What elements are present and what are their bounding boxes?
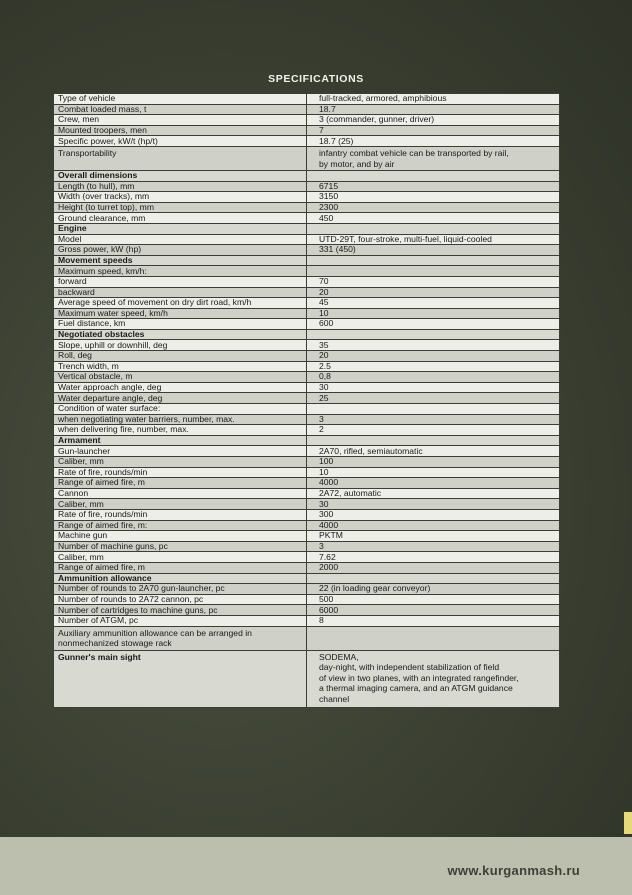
parameter-name: Range of aimed fire, m bbox=[54, 562, 307, 573]
parameter-value: 4000 bbox=[307, 478, 560, 489]
spec-row bbox=[54, 425, 560, 436]
spec-row bbox=[54, 213, 560, 224]
section-header-row bbox=[54, 435, 560, 446]
spec-row bbox=[54, 594, 560, 605]
parameter-value: 300 bbox=[307, 509, 560, 520]
spec-row bbox=[54, 361, 560, 372]
section-header-row bbox=[54, 170, 560, 181]
parameter-name: Trench width, m bbox=[54, 361, 307, 372]
spec-row bbox=[54, 181, 560, 192]
spec-row bbox=[54, 298, 560, 309]
parameter-value: 0,8 bbox=[307, 372, 560, 383]
parameter-value: 35 bbox=[307, 340, 560, 351]
parameter-value: 20 bbox=[307, 287, 560, 298]
parameter-name: Crew, men bbox=[54, 115, 307, 126]
spec-row bbox=[54, 488, 560, 499]
parameter-name: Average speed of movement on dry dirt road, km/h bbox=[54, 298, 307, 309]
spec-row bbox=[54, 351, 560, 362]
parameter-name: Auxiliary ammunition allowance can be arranged in nonmechanized stowage rack bbox=[54, 626, 307, 650]
spec-row bbox=[54, 531, 560, 542]
spec-row bbox=[54, 202, 560, 213]
parameter-value: 600 bbox=[307, 319, 560, 330]
parameter-name: Type of vehicle bbox=[54, 94, 307, 105]
parameter-name: Range of aimed fire, m: bbox=[54, 520, 307, 531]
parameter-name: when negotiating water barriers, number, max. bbox=[54, 414, 307, 425]
parameter-value: 6715 bbox=[307, 181, 560, 192]
parameter-name: Cannon bbox=[54, 488, 307, 499]
spec-row bbox=[54, 478, 560, 489]
parameter-value: 500 bbox=[307, 594, 560, 605]
parameter-name: Specific power, kW/t (hp/t) bbox=[54, 136, 307, 147]
spec-row bbox=[54, 467, 560, 478]
parameter-value: 70 bbox=[307, 276, 560, 287]
parameter-value bbox=[307, 329, 560, 340]
section-title: Movement speeds bbox=[54, 255, 307, 266]
section-title: Ammunition allowance bbox=[54, 573, 307, 584]
parameter-value: 3 bbox=[307, 541, 560, 552]
parameter-name: Length (to hull), mm bbox=[54, 181, 307, 192]
section-title: Overall dimensions bbox=[54, 170, 307, 181]
parameter-name: Number of ATGM, pc bbox=[54, 615, 307, 626]
parameter-value bbox=[307, 223, 560, 234]
parameter-value: 10 bbox=[307, 308, 560, 319]
spec-row bbox=[54, 541, 560, 552]
parameter-name: Transportability bbox=[54, 146, 307, 170]
spec-row bbox=[54, 552, 560, 563]
parameter-name: backward bbox=[54, 287, 307, 298]
parameter-value: 8 bbox=[307, 615, 560, 626]
parameter-value: 4000 bbox=[307, 520, 560, 531]
parameter-name: Number of cartridges to machine guns, pc bbox=[54, 605, 307, 616]
parameter-name: Condition of water surface: bbox=[54, 404, 307, 415]
spec-row bbox=[54, 104, 560, 115]
spec-row bbox=[54, 276, 560, 287]
spec-row bbox=[54, 393, 560, 404]
parameter-value bbox=[307, 573, 560, 584]
parameter-name: Height (to turret top), mm bbox=[54, 202, 307, 213]
parameter-value: SODEMA, day-night, with independent stabilization of field of view in two planes, with an integrated rangefinder, a thermal imaging camera, and an ATGM guidance channel bbox=[307, 650, 560, 707]
page-title: SPECIFICATIONS bbox=[268, 73, 364, 85]
parameter-name: Number of machine guns, pc bbox=[54, 541, 307, 552]
parameter-value: 6000 bbox=[307, 605, 560, 616]
section-title: Engine bbox=[54, 223, 307, 234]
section-header-row bbox=[54, 255, 560, 266]
parameter-name: Fuel distance, km bbox=[54, 319, 307, 330]
parameter-name: Caliber, mm bbox=[54, 552, 307, 563]
spec-row bbox=[54, 584, 560, 595]
spec-row bbox=[54, 605, 560, 616]
parameter-value: 2 bbox=[307, 425, 560, 436]
spec-row bbox=[54, 615, 560, 626]
parameter-name: Caliber, mm bbox=[54, 499, 307, 510]
parameter-value: 18.7 (25) bbox=[307, 136, 560, 147]
parameter-name: Roll, deg bbox=[54, 351, 307, 362]
section-header-row bbox=[54, 223, 560, 234]
parameter-name: Water approach angle, deg bbox=[54, 382, 307, 393]
parameter-name: Combat loaded mass, t bbox=[54, 104, 307, 115]
spec-row bbox=[54, 562, 560, 573]
spec-row bbox=[54, 414, 560, 425]
parameter-name: Machine gun bbox=[54, 531, 307, 542]
spec-row bbox=[54, 125, 560, 136]
parameter-value: 3 bbox=[307, 414, 560, 425]
spec-row bbox=[54, 234, 560, 245]
specifications-table bbox=[53, 93, 560, 708]
spec-row bbox=[54, 626, 560, 650]
parameter-value: 20 bbox=[307, 351, 560, 362]
parameter-value: 3 (commander, gunner, driver) bbox=[307, 115, 560, 126]
parameter-name: Vertical obstacle, m bbox=[54, 372, 307, 383]
spec-row bbox=[54, 308, 560, 319]
parameter-value: 7 bbox=[307, 125, 560, 136]
parameter-value: 22 (in loading gear conveyor) bbox=[307, 584, 560, 595]
parameter-value: infantry combat vehicle can be transported by rail, by motor, and by air bbox=[307, 146, 560, 170]
parameter-name: Rate of fire, rounds/min bbox=[54, 509, 307, 520]
parameter-name: Range of aimed fire, m bbox=[54, 478, 307, 489]
parameter-value bbox=[307, 266, 560, 277]
parameter-name: Water departure angle, deg bbox=[54, 393, 307, 404]
spec-row bbox=[54, 94, 560, 105]
parameter-value: 45 bbox=[307, 298, 560, 309]
parameter-value: UTD-29T, four-stroke, multi-fuel, liquid-cooled bbox=[307, 234, 560, 245]
parameter-value bbox=[307, 170, 560, 181]
spec-row bbox=[54, 192, 560, 203]
spec-row bbox=[54, 146, 560, 170]
spec-row bbox=[54, 319, 560, 330]
parameter-name: Number of rounds to 2A72 cannon, pc bbox=[54, 594, 307, 605]
section-title: Negotiated obstacles bbox=[54, 329, 307, 340]
spec-row bbox=[54, 446, 560, 457]
parameter-name: Number of rounds to 2A70 gun-launcher, pc bbox=[54, 584, 307, 595]
parameter-value: 331 (450) bbox=[307, 245, 560, 256]
parameter-name: forward bbox=[54, 276, 307, 287]
spec-row bbox=[54, 372, 560, 383]
parameter-value bbox=[307, 435, 560, 446]
parameter-name: Gun-launcher bbox=[54, 446, 307, 457]
parameter-value bbox=[307, 404, 560, 415]
spec-row bbox=[54, 287, 560, 298]
section-header-row bbox=[54, 650, 560, 707]
parameter-value: 2A72, automatic bbox=[307, 488, 560, 499]
section-title: Armament bbox=[54, 435, 307, 446]
spec-row bbox=[54, 404, 560, 415]
parameter-value: 10 bbox=[307, 467, 560, 478]
parameter-value: PKTM bbox=[307, 531, 560, 542]
parameter-value: 30 bbox=[307, 499, 560, 510]
spec-row bbox=[54, 266, 560, 277]
spec-row bbox=[54, 382, 560, 393]
parameter-value: 2300 bbox=[307, 202, 560, 213]
parameter-value: 2A70, rifled, semiautomatic bbox=[307, 446, 560, 457]
spec-row bbox=[54, 340, 560, 351]
parameter-value: 25 bbox=[307, 393, 560, 404]
parameter-value: 7.62 bbox=[307, 552, 560, 563]
parameter-name: Rate of fire, rounds/min bbox=[54, 467, 307, 478]
parameter-value: 100 bbox=[307, 457, 560, 468]
parameter-value: 450 bbox=[307, 213, 560, 224]
footer-band bbox=[0, 837, 632, 895]
parameter-value: 18.7 bbox=[307, 104, 560, 115]
spec-row bbox=[54, 520, 560, 531]
parameter-name: when delivering fire, number, max. bbox=[54, 425, 307, 436]
section-header-row bbox=[54, 329, 560, 340]
section-header-row bbox=[54, 573, 560, 584]
parameter-value: 2000 bbox=[307, 562, 560, 573]
parameter-value: 2.5 bbox=[307, 361, 560, 372]
spec-row bbox=[54, 245, 560, 256]
spec-row bbox=[54, 457, 560, 468]
parameter-name: Maximum water speed, km/h bbox=[54, 308, 307, 319]
parameter-name: Mounted troopers, men bbox=[54, 125, 307, 136]
spec-row bbox=[54, 499, 560, 510]
spec-row bbox=[54, 509, 560, 520]
edge-color-strip bbox=[624, 812, 632, 834]
parameter-value bbox=[307, 626, 560, 650]
parameter-name: Slope, uphill or downhill, deg bbox=[54, 340, 307, 351]
parameter-value: full-tracked, armored, amphibious bbox=[307, 94, 560, 105]
parameter-name: Caliber, mm bbox=[54, 457, 307, 468]
parameter-value bbox=[307, 255, 560, 266]
parameter-name: Gross power, kW (hp) bbox=[54, 245, 307, 256]
parameter-value: 3150 bbox=[307, 192, 560, 203]
spec-row bbox=[54, 136, 560, 147]
spec-row bbox=[54, 115, 560, 126]
parameter-value: 30 bbox=[307, 382, 560, 393]
website-url[interactable]: www.kurganmash.ru bbox=[447, 863, 580, 878]
parameter-name: Maximum speed, km/h: bbox=[54, 266, 307, 277]
parameter-name: Ground clearance, mm bbox=[54, 213, 307, 224]
parameter-name: Width (over tracks), mm bbox=[54, 192, 307, 203]
parameter-name: Model bbox=[54, 234, 307, 245]
section-title: Gunner's main sight bbox=[54, 650, 307, 707]
